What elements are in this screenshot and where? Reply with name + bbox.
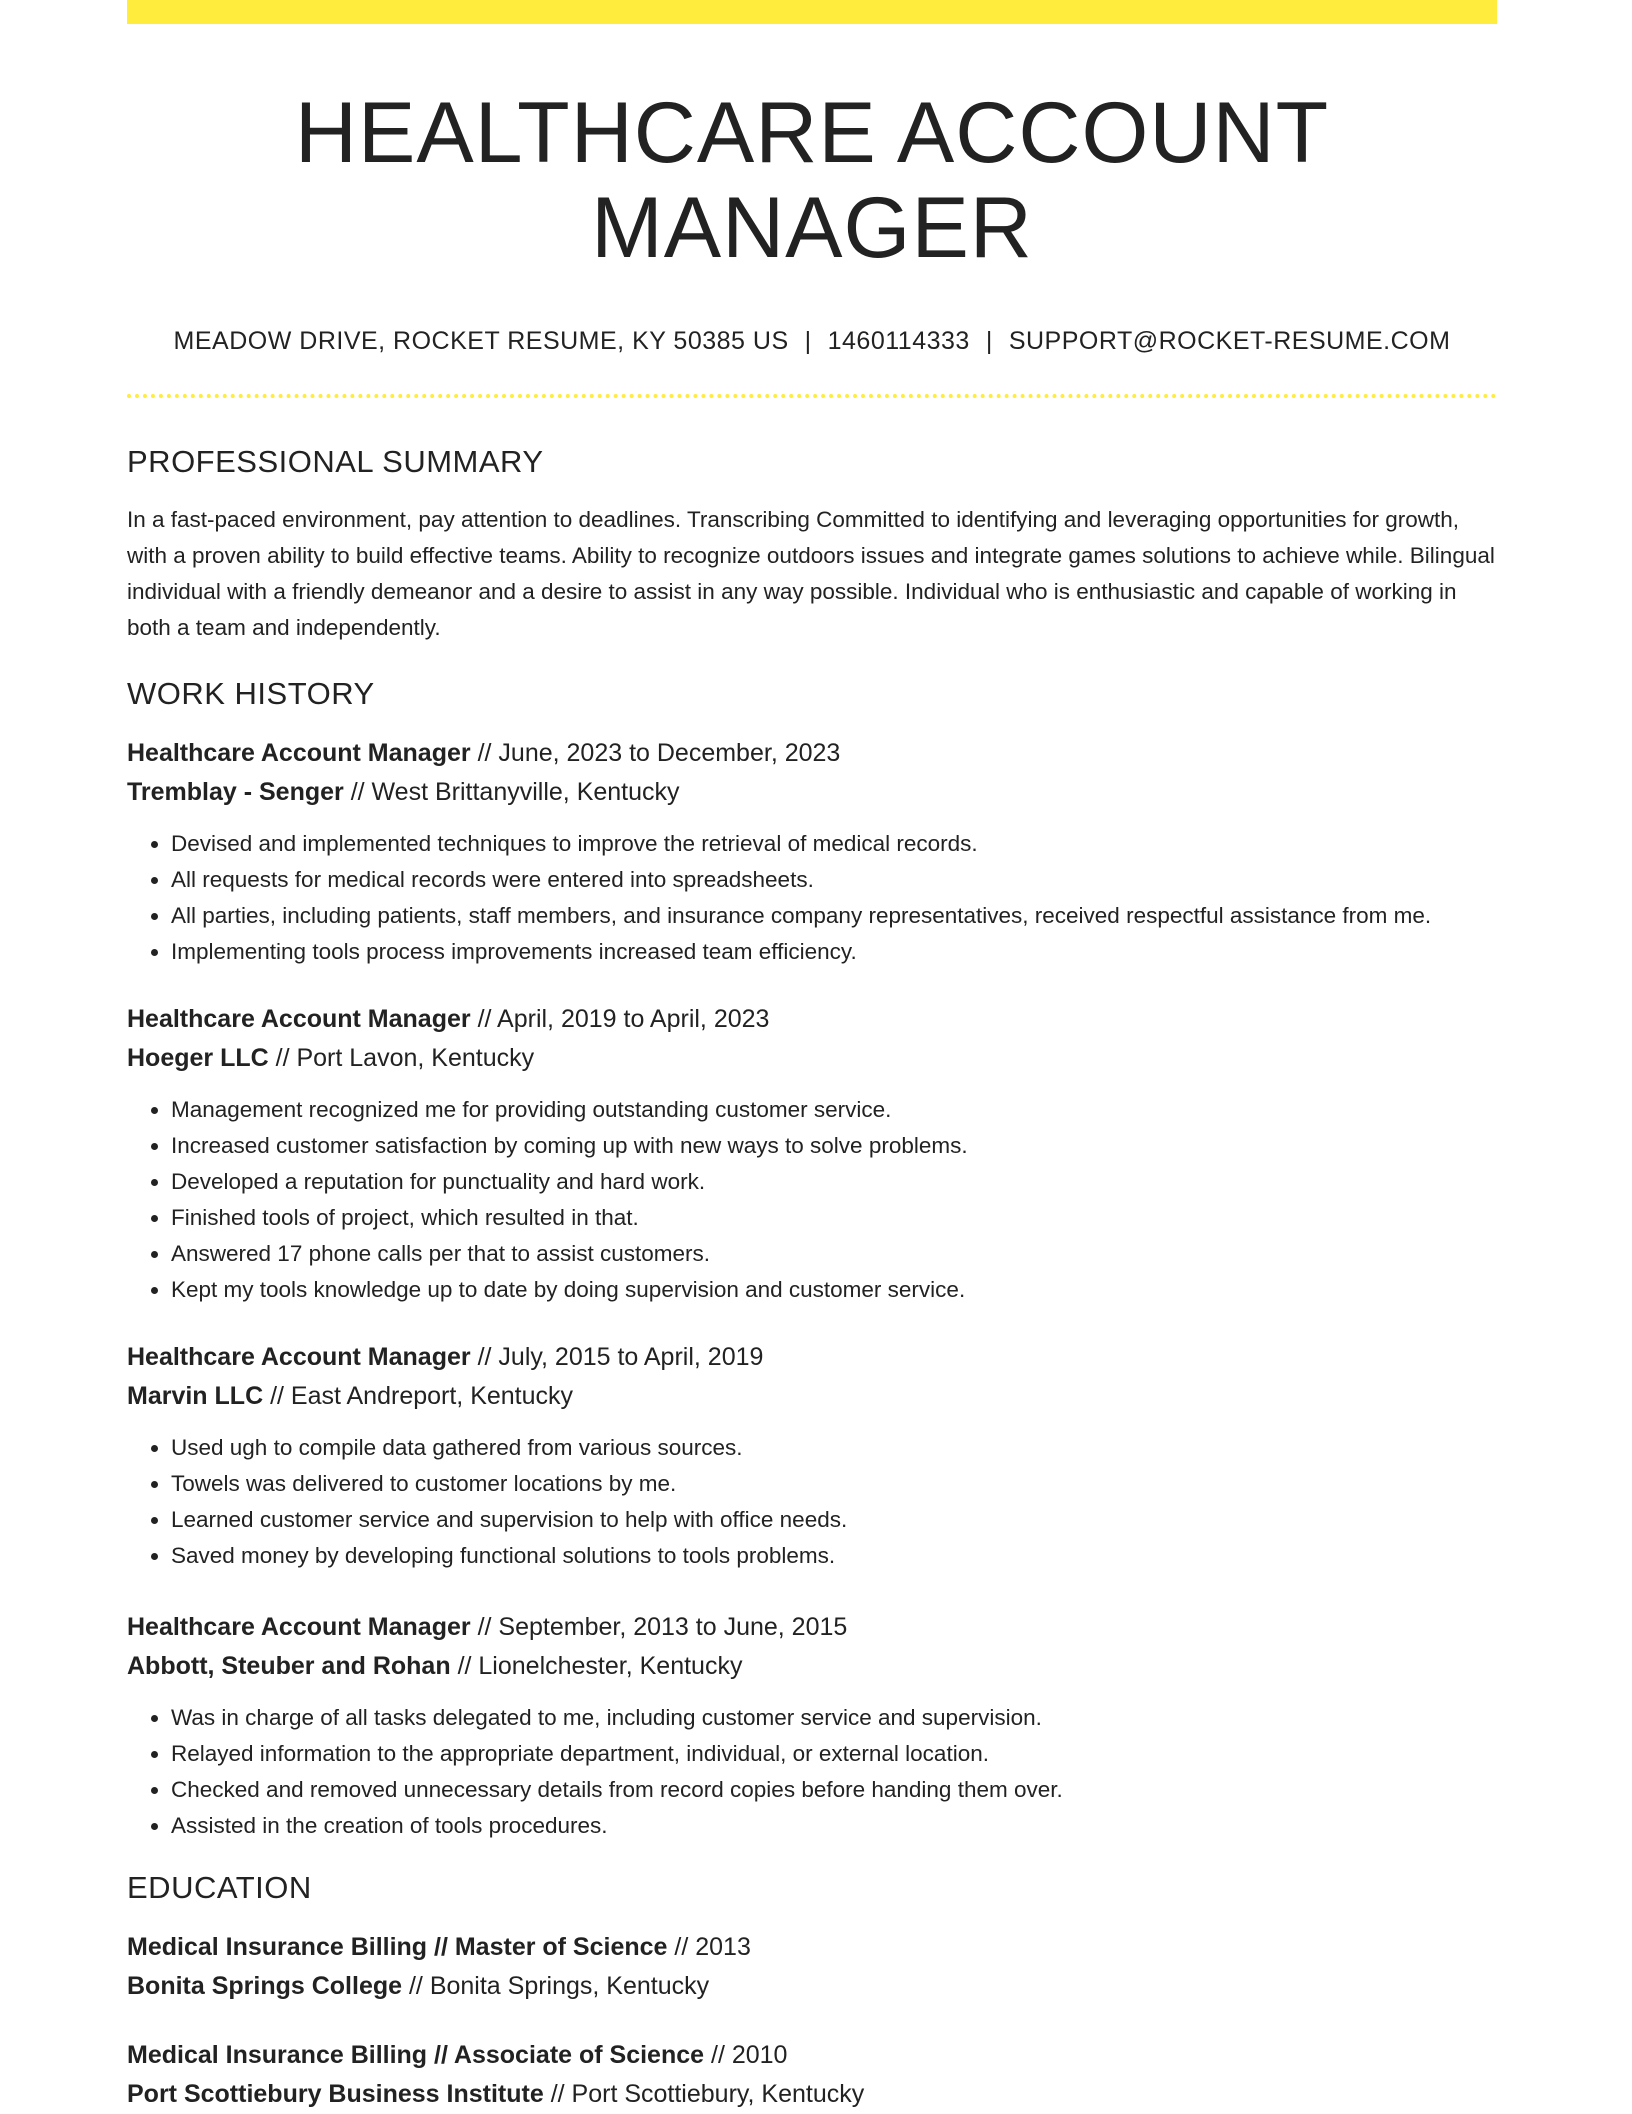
job-entry [127, 1338, 1497, 1574]
list-item: • Implementing tools process improvements increased team efficiency. [171, 934, 1497, 970]
education-degree-line [127, 2036, 1497, 2075]
company-location: // Lionelchester, Kentucky [457, 1652, 743, 1681]
company-name: Abbott, Steuber and Rohan [127, 1652, 451, 1681]
list-item: • Developed a reputation for punctuality and hard work. [171, 1164, 1497, 1200]
list-item: • Learned customer service and supervision to help with office needs. [171, 1502, 1497, 1538]
job-bullets [127, 1430, 1497, 1574]
job-dates: // April, 2019 to April, 2023 [477, 1005, 770, 1034]
job-bullets [127, 1700, 1497, 1844]
company-name: Marvin LLC [127, 1382, 264, 1411]
list-item: • Increased customer satisfaction by coming up with new ways to solve problems. [171, 1128, 1497, 1164]
company-name: Tremblay - Senger [127, 778, 344, 807]
list-item: • Kept my tools knowledge up to date by doing supervision and customer service. [171, 1272, 1497, 1308]
separator: | [985, 327, 993, 356]
degree: Medical Insurance Billing // Master of Science [127, 1933, 668, 1962]
job-entry [127, 1608, 1497, 1844]
list-item: • Management recognized me for providing outstanding customer service. [171, 1092, 1497, 1128]
job-dates: // July, 2015 to April, 2019 [477, 1343, 764, 1372]
degree: Medical Insurance Billing // Associate of Science [127, 2041, 705, 2070]
school-location: // Bonita Springs, Kentucky [408, 1972, 710, 2001]
job-title-line [127, 734, 1497, 773]
job-title: Healthcare Account Manager [127, 1343, 471, 1372]
list-item: • Devised and implemented techniques to improve the retrieval of medical records. [171, 826, 1497, 862]
contact-line [127, 327, 1497, 356]
job-title-line [127, 1608, 1497, 1647]
job-entry [127, 1000, 1497, 1308]
education-school-line [127, 2075, 1497, 2114]
list-item: • All requests for medical records were entered into spreadsheets. [171, 862, 1497, 898]
section-heading-work: WORK HISTORY [127, 676, 375, 712]
job-company-line [127, 773, 1497, 812]
list-item: • Towels was delivered to customer locations by me. [171, 1466, 1497, 1502]
job-bullets [127, 1092, 1497, 1308]
job-entry [127, 734, 1497, 970]
email: SUPPORT@ROCKET-RESUME.COM [1008, 327, 1451, 356]
education-school-line [127, 1967, 1497, 2006]
school-location: // Port Scottiebury, Kentucky [550, 2080, 865, 2109]
top-accent-bar [127, 0, 1497, 24]
section-heading-education: EDUCATION [127, 1870, 312, 1906]
list-item: • Saved money by developing functional solutions to tools problems. [171, 1538, 1497, 1574]
job-company-line [127, 1039, 1497, 1078]
section-heading-summary: PROFESSIONAL SUMMARY [127, 444, 544, 480]
education-entry [127, 1928, 1497, 2006]
company-location: // East Andreport, Kentucky [270, 1382, 574, 1411]
job-title: Healthcare Account Manager [127, 1005, 471, 1034]
list-item: • Used ugh to compile data gathered from various sources. [171, 1430, 1497, 1466]
school-name: Bonita Springs College [127, 1972, 403, 2001]
address: MEADOW DRIVE, ROCKET RESUME, KY 50385 US [173, 327, 789, 356]
list-item: • Assisted in the creation of tools procedures. [171, 1808, 1497, 1844]
list-item: • Finished tools of project, which resulted in that. [171, 1200, 1497, 1236]
company-name: Hoeger LLC [127, 1044, 269, 1073]
phone: 1460114333 [827, 327, 970, 356]
job-company-line [127, 1377, 1497, 1416]
job-company-line [127, 1647, 1497, 1686]
dotted-divider [127, 394, 1497, 398]
company-location: // Port Lavon, Kentucky [275, 1044, 535, 1073]
separator: | [804, 327, 812, 356]
list-item: • All parties, including patients, staff members, and insurance company representatives, received respectful assistance from me. [171, 898, 1497, 934]
summary-text: In a fast-paced environment, pay attention to deadlines. Transcribing Committed to identifying and leveraging opportunities for growth, with a proven ability to build effective teams. Ability to recognize outdoors issues and integrate games solutions to achieve while. Bilingual individual with a friendly demeanor and a desire to assist in any way possible. Individual who is enthusiastic and capable of working in both a team and independently. [127, 507, 1495, 641]
list-item: • Checked and removed unnecessary details from record copies before handing them over. [171, 1772, 1497, 1808]
job-title: Healthcare Account Manager [127, 739, 471, 768]
job-title: Healthcare Account Manager [127, 1613, 471, 1642]
education-degree-line [127, 1928, 1497, 1967]
page-title: HEALTHCARE ACCOUNT MANAGER [294, 85, 1330, 276]
school-name: Port Scottiebury Business Institute [127, 2080, 544, 2109]
list-item: • Answered 17 phone calls per that to assist customers. [171, 1236, 1497, 1272]
list-item: • Relayed information to the appropriate department, individual, or external location. [171, 1736, 1497, 1772]
job-title-line [127, 1000, 1497, 1039]
list-item: • Was in charge of all tasks delegated to me, including customer service and supervision. [171, 1700, 1497, 1736]
job-dates: // September, 2013 to June, 2015 [477, 1613, 848, 1642]
resume-page [127, 0, 1497, 2114]
job-title-line [127, 1338, 1497, 1377]
job-dates: // June, 2023 to December, 2023 [477, 739, 841, 768]
job-bullets [127, 826, 1497, 970]
education-year: // 2010 [711, 2041, 788, 2070]
education-year: // 2013 [674, 1933, 751, 1962]
education-entry [127, 2036, 1497, 2114]
company-location: // West Brittanyville, Kentucky [350, 778, 680, 807]
